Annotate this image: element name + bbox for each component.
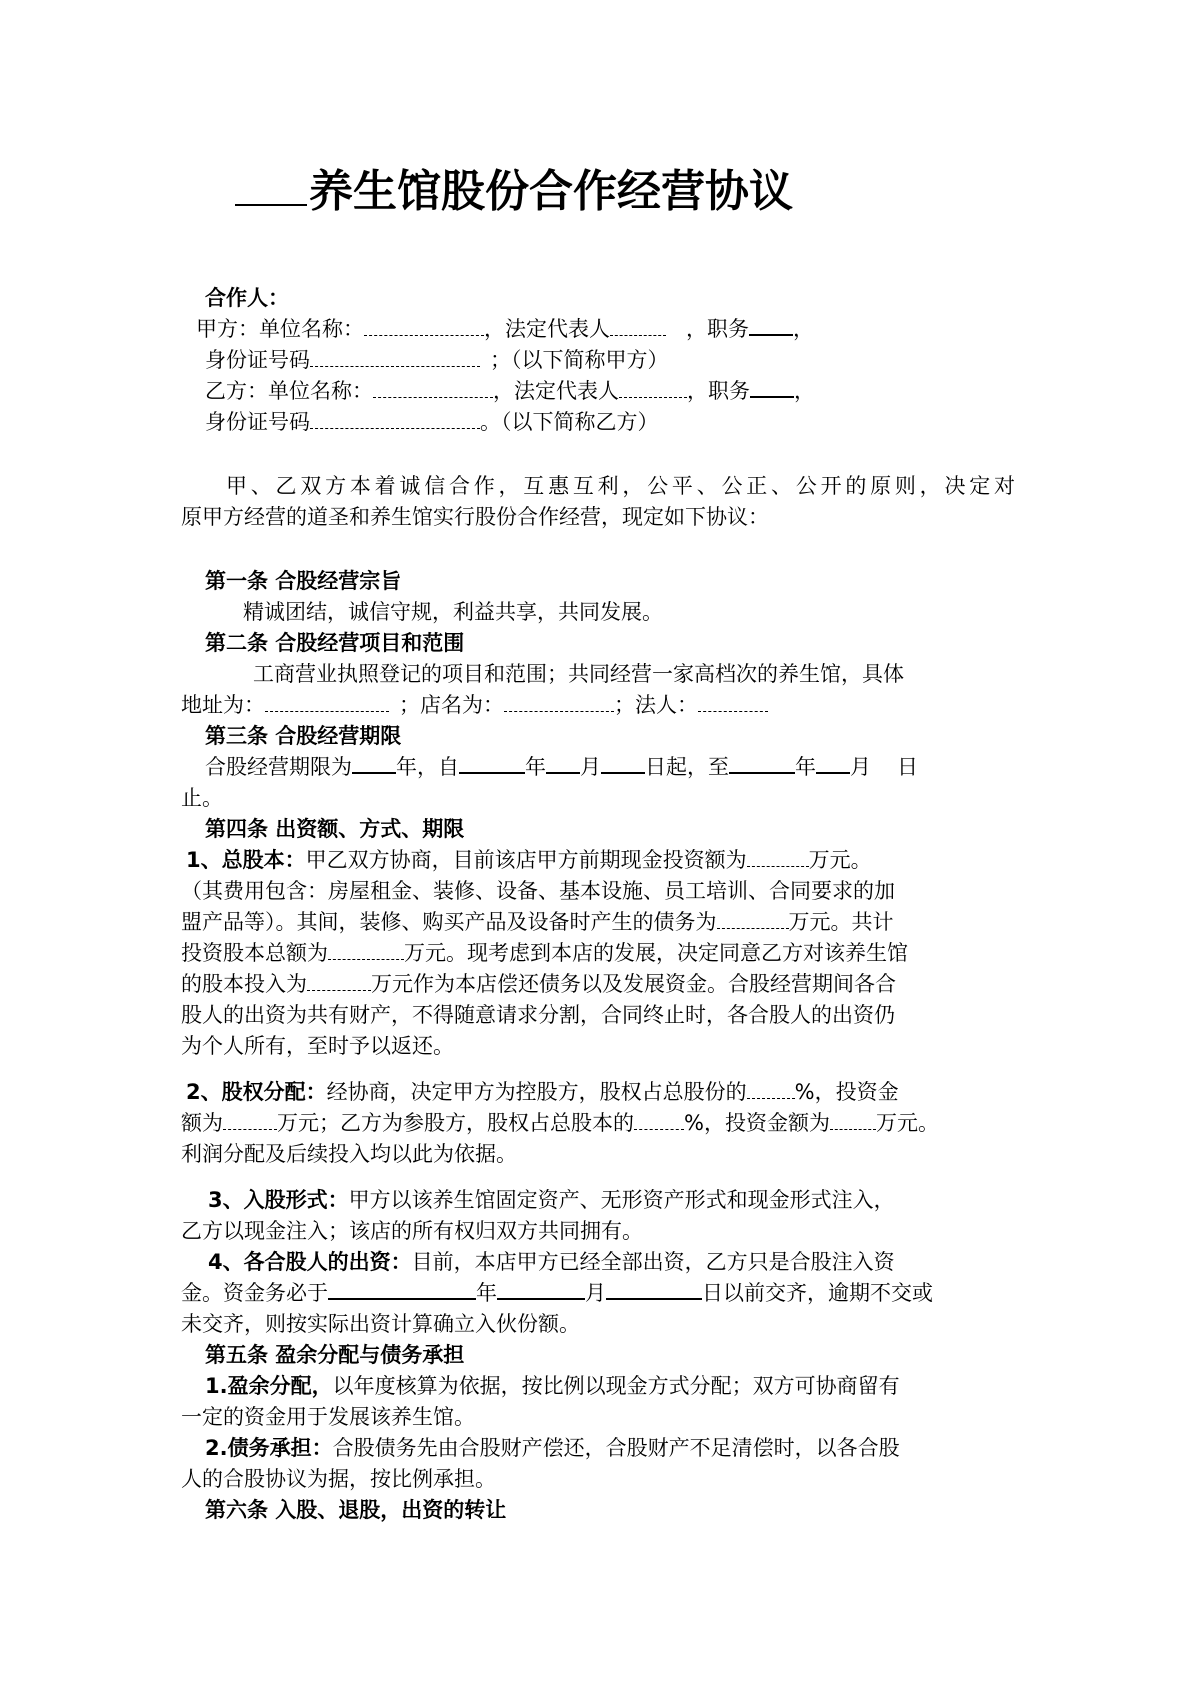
address-blank[interactable] bbox=[265, 695, 389, 712]
article-2-line-1: 工商营业执照登记的项目和范围；共同经营一家高档次的养生馆，具体 bbox=[253, 662, 904, 686]
party-a-comma: ， bbox=[793, 317, 814, 341]
party-b-id-label: 身份证号码 bbox=[205, 410, 310, 434]
section-4-2-line-3: 利润分配及后续投入均以此为依据。 bbox=[181, 1142, 517, 1166]
title-blank bbox=[235, 160, 307, 206]
party-a-id-blank[interactable] bbox=[310, 350, 480, 367]
document-title bbox=[235, 160, 793, 220]
article-3-end: 止。 bbox=[181, 786, 223, 810]
legal-person-blank[interactable] bbox=[698, 695, 768, 712]
article-2-heading: 第二条 合股经营项目和范围 bbox=[205, 631, 465, 655]
start-month-label: 月 bbox=[580, 755, 601, 779]
article-2-line-2 bbox=[181, 690, 768, 720]
deadline-month-blank[interactable] bbox=[497, 1282, 585, 1300]
deadline-text: 金。资金务必于 bbox=[181, 1281, 328, 1305]
section-4-4-line-1 bbox=[208, 1247, 895, 1277]
parties-header: 合作人： bbox=[205, 286, 289, 310]
section-4-1-line-7: 为个人所有，至时予以返还。 bbox=[181, 1034, 454, 1058]
party-b-id-blank[interactable] bbox=[310, 412, 480, 429]
party-a-post-blank[interactable] bbox=[749, 318, 793, 336]
deadline-month-label: 月 bbox=[585, 1281, 606, 1305]
article-3-line-1 bbox=[205, 752, 918, 782]
party-b-line bbox=[205, 376, 815, 406]
article-5-heading: 第五条 盈余分配与债务承担 bbox=[205, 1343, 465, 1367]
party-a-unit-blank[interactable] bbox=[364, 319, 484, 336]
shop-name-blank[interactable] bbox=[504, 695, 614, 712]
title-text: 养生馆股份合作经营协议 bbox=[309, 166, 793, 217]
b-investment-unit: 万元作为本店偿还债务以及发展资金。合股经营期间各合 bbox=[371, 972, 896, 996]
section-4-1-line-5 bbox=[181, 969, 896, 999]
end-month-blank[interactable] bbox=[816, 756, 850, 774]
section-5-1-label: 1.盈余分配， bbox=[205, 1374, 333, 1398]
section-5-1-text: 以年度核算为依据，按比例以现金方式分配；双方可协商留有 bbox=[332, 1374, 900, 1398]
a-share-percent-blank[interactable] bbox=[747, 1082, 795, 1099]
end-month-label: 月 bbox=[850, 755, 871, 779]
start-year-label: 年 bbox=[525, 755, 546, 779]
section-4-4-label: 4、各合股人的出资： bbox=[208, 1250, 412, 1274]
b-share-percent-blank[interactable] bbox=[634, 1113, 684, 1130]
section-5-1-line-2: 一定的资金用于发展该养生馆。 bbox=[181, 1405, 475, 1429]
section-5-2-text: 合股债务先由合股财产偿还，合股财产不足清偿时，以各合股 bbox=[332, 1436, 900, 1460]
a-amount-label: 额为 bbox=[181, 1111, 223, 1135]
party-b-comma: ， bbox=[794, 379, 815, 403]
party-b-rep-label: ，法定代表人 bbox=[493, 379, 619, 403]
a-amount-blank[interactable] bbox=[223, 1113, 277, 1130]
start-day-blank[interactable] bbox=[601, 756, 645, 774]
section-4-1-line-3 bbox=[181, 907, 894, 937]
intro-line-2: 原甲方经营的道圣和养生馆实行股份合作经营，现定如下协议： bbox=[181, 505, 769, 529]
section-4-1-text: 甲乙双方协商，目前该店甲方前期现金投资额为 bbox=[305, 848, 747, 872]
total-capital-blank[interactable] bbox=[328, 943, 404, 960]
party-b-tail: 。（以下简称乙方） bbox=[480, 410, 659, 434]
section-4-2-label: 2、股权分配： bbox=[186, 1080, 327, 1104]
initial-investment-blank[interactable] bbox=[747, 850, 809, 867]
section-4-1-label: 1、总股本： bbox=[186, 848, 306, 872]
party-a-rep-label: ，法定代表人 bbox=[484, 317, 610, 341]
section-4-2-line-1 bbox=[186, 1077, 899, 1107]
party-a-line bbox=[196, 314, 814, 344]
article-6-heading: 第六条 入股、退股，出资的转让 bbox=[205, 1498, 507, 1522]
legal-person-label: ；法人： bbox=[614, 693, 698, 717]
debt-text: 盟产品等）。其间，装修、购买产品及设备时产生的债务为 bbox=[181, 910, 717, 934]
section-4-2-line-2 bbox=[181, 1108, 939, 1138]
deadline-day-blank[interactable] bbox=[606, 1282, 702, 1300]
b-amount-blank[interactable] bbox=[830, 1113, 876, 1130]
section-4-4-line-2 bbox=[181, 1278, 933, 1308]
total-text: 投资股本总额为 bbox=[181, 941, 328, 965]
party-a-post-label: ，职务 bbox=[686, 317, 749, 341]
party-a-id-label: 身份证号码 bbox=[205, 348, 310, 372]
party-b-unit-blank[interactable] bbox=[373, 381, 493, 398]
section-4-1-line-2: （其费用包含：房屋租金、装修、设备、基本设施、员工培训、合同要求的加 bbox=[181, 879, 895, 903]
article-1-text: 精诚团结，诚信守规，利益共享，共同发展。 bbox=[243, 600, 663, 624]
section-4-3-line-1 bbox=[208, 1185, 895, 1215]
start-month-blank[interactable] bbox=[546, 756, 580, 774]
end-year-label: 年 bbox=[795, 755, 816, 779]
end-day-label: 日 bbox=[897, 755, 918, 779]
party-b-rep-blank[interactable] bbox=[619, 381, 687, 398]
party-a-tail: ；（以下简称甲方） bbox=[490, 348, 669, 372]
party-a-unit-label: 甲方：单位名称： bbox=[196, 317, 364, 341]
party-a-id-line bbox=[205, 345, 669, 375]
article-1-heading: 第一条 合股经营宗旨 bbox=[205, 569, 402, 593]
section-4-4-text: 目前，本店甲方已经全部出资，乙方只是合股注入资 bbox=[411, 1250, 895, 1274]
start-year-blank[interactable] bbox=[459, 756, 525, 774]
section-4-3-label: 3、入股形式： bbox=[208, 1188, 349, 1212]
article-4-heading: 第四条 出资额、方式、期限 bbox=[205, 817, 465, 841]
term-to-label: 日起，至 bbox=[645, 755, 729, 779]
b-share-text: 万元；乙方为参股方，股权占总股本的 bbox=[277, 1111, 634, 1135]
end-year-blank[interactable] bbox=[729, 756, 795, 774]
party-a-rep-blank[interactable] bbox=[610, 319, 666, 336]
article-3-heading: 第三条 合股经营期限 bbox=[205, 724, 402, 748]
section-4-2-text: 经协商，决定甲方为控股方，股权占总股份的 bbox=[326, 1080, 747, 1104]
shop-name-label: ；店名为： bbox=[399, 693, 504, 717]
section-5-2-label: 2.债务承担： bbox=[205, 1436, 333, 1460]
section-4-3-line-2: 乙方以现金注入；该店的所有权归双方共同拥有。 bbox=[181, 1219, 643, 1243]
b-investment-text: 的股本投入为 bbox=[181, 972, 307, 996]
deadline-year-blank[interactable] bbox=[328, 1282, 476, 1300]
address-label: 地址为： bbox=[181, 693, 265, 717]
unit-wanyuan: 万元。 bbox=[808, 848, 872, 872]
b-investment-blank[interactable] bbox=[307, 974, 371, 991]
party-b-unit-label: 乙方：单位名称： bbox=[205, 379, 373, 403]
section-4-4-line-3: 未交齐，则按实际出资计算确立入伙份额。 bbox=[181, 1312, 580, 1336]
b-amount-unit: 万元。 bbox=[875, 1111, 939, 1135]
term-years-blank[interactable] bbox=[352, 756, 396, 774]
section-5-2-line-2: 人的合股协议为据，按比例承担。 bbox=[181, 1467, 496, 1491]
section-5-2-line-1 bbox=[205, 1433, 900, 1463]
a-share-percent-unit: %，投资金 bbox=[794, 1080, 899, 1104]
section-4-3-text: 甲方以该养生馆固定资产、无形资产形式和现金形式注入， bbox=[348, 1188, 895, 1212]
b-amount-label: %，投资金额为 bbox=[684, 1111, 830, 1135]
deadline-tail: 日以前交齐，逾期不交或 bbox=[702, 1281, 933, 1305]
section-4-1-line-6: 股人的出资为共有财产，不得随意请求分割，合同终止时，各合股人的出资仍 bbox=[181, 1003, 895, 1027]
term-from-label: 年，自 bbox=[396, 755, 459, 779]
section-4-1-line-4 bbox=[181, 938, 908, 968]
party-b-post-blank[interactable] bbox=[750, 380, 794, 398]
term-label: 合股经营期限为 bbox=[205, 755, 352, 779]
debt-unit: 万元。共计 bbox=[788, 910, 894, 934]
section-5-1-line-1 bbox=[205, 1371, 900, 1401]
party-b-id-line bbox=[205, 407, 659, 437]
debt-amount-blank[interactable] bbox=[717, 912, 789, 929]
party-b-post-label: ，职务 bbox=[687, 379, 750, 403]
intro-line-1: 甲、乙双方本着诚信合作，互惠互利，公平、公正、公开的原则，决定对 bbox=[226, 474, 1015, 498]
total-unit: 万元。现考虑到本店的发展，决定同意乙方对该养生馆 bbox=[404, 941, 908, 965]
deadline-year-label: 年 bbox=[476, 1281, 497, 1305]
section-4-1-line-1 bbox=[186, 845, 872, 875]
